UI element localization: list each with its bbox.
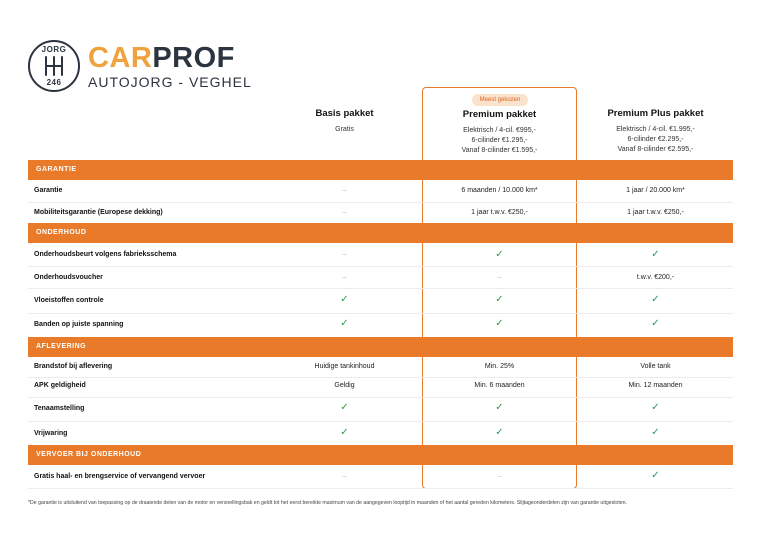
plan-premium [422, 109, 577, 156]
check-icon: ✓ [651, 470, 660, 481]
check-icon: ✓ [495, 427, 504, 438]
cell-basis: – [342, 274, 347, 281]
cell-basis: – [342, 473, 347, 480]
row-label: APK geldigheid [34, 382, 86, 389]
section-header-garantie [28, 160, 733, 180]
check-icon: ✓ [495, 294, 504, 305]
cell-premium: – [497, 473, 502, 480]
plan-price-line: 6-cilinder €2.295,- [627, 136, 684, 143]
row-label: Onderhoudsbeurt volgens fabrieksschema [34, 251, 177, 258]
table-row [28, 180, 733, 203]
check-icon: ✓ [495, 318, 504, 329]
plan-price-line: Vanaf 8-cilinder €1.595,- [461, 147, 538, 154]
logo-badge-top-text: JORG [41, 45, 67, 54]
cell-premium-plus: Volle tank [640, 363, 671, 370]
plan-price-line: Elektrisch / 4-cil. €1.995,- [616, 126, 695, 133]
row-label: Tenaamstelling [34, 405, 85, 412]
section-title: VERVOER BIJ ONDERHOUD [36, 451, 142, 458]
row-label: Vrijwaring [34, 430, 68, 437]
logo-badge [28, 40, 80, 92]
brand-name [88, 44, 235, 73]
row-label: Banden op juiste spanning [34, 321, 124, 328]
check-icon: ✓ [651, 294, 660, 305]
table-row [28, 357, 733, 378]
plan-name: Premium Plus pakket [607, 108, 704, 119]
plan-price-line: Vanaf 8-cilinder €2.595,- [617, 146, 694, 153]
check-icon: ✓ [495, 249, 504, 260]
plan-premium-plus [578, 108, 733, 155]
plan-name: Premium pakket [462, 109, 537, 120]
cell-premium: Min. 25% [484, 363, 515, 370]
brand-part-prof: PROF [152, 42, 235, 74]
check-icon: ✓ [651, 427, 660, 438]
gear-shift-icon [43, 55, 65, 77]
plan-price-line: Gratis [335, 126, 354, 133]
table-row [28, 421, 733, 446]
plan-price-line: 6-cilinder €1.295,- [471, 137, 528, 144]
brand-part-car: CAR [88, 42, 153, 74]
table-row [28, 243, 733, 267]
cell-premium-plus: 1 jaar / 20.000 km* [626, 187, 685, 194]
cell-basis: – [342, 209, 347, 216]
cell-premium-plus: Min. 12 maanden [628, 382, 683, 389]
cell-basis: Huidige tankinhoud [314, 363, 375, 370]
cell-basis: Geldig [334, 382, 355, 389]
cell-basis: – [342, 251, 347, 258]
section-header-vervoer [28, 445, 733, 465]
row-label: Vloeistoffen controle [34, 297, 104, 304]
check-icon: ✓ [651, 402, 660, 413]
plan-basis [267, 108, 422, 135]
cell-premium-plus: 1 jaar t.w.v. €250,- [627, 209, 684, 216]
table-row [28, 288, 733, 314]
row-label: Garantie [34, 187, 63, 194]
cell-premium-plus: t.w.v. €200,- [636, 274, 675, 281]
check-icon: ✓ [340, 402, 349, 413]
table-row [28, 377, 733, 398]
cell-premium: 6 maanden / 10.000 km* [461, 187, 538, 194]
check-icon: ✓ [651, 249, 660, 260]
row-label: Mobiliteitsgarantie (Europese dekking) [34, 209, 163, 216]
plan-name: Basis pakket [315, 108, 374, 119]
check-icon: ✓ [340, 318, 349, 329]
section-title: ONDERHOUD [36, 229, 87, 236]
check-icon: ✓ [340, 294, 349, 305]
table-row [28, 465, 733, 489]
table-row [28, 266, 733, 289]
logo-badge-bottom-text: 246 [46, 78, 62, 87]
popular-badge: Meest gekozen [472, 94, 528, 106]
row-label: Brandstof bij aflevering [34, 363, 113, 370]
table-row [28, 397, 733, 422]
row-label: Gratis haal- en brengservice of vervangend vervoer [34, 473, 206, 480]
brand-tagline: AUTOJORG - VEGHEL [88, 74, 252, 90]
section-title: GARANTIE [36, 166, 77, 173]
section-header-onderhoud [28, 223, 733, 243]
check-icon: ✓ [495, 402, 504, 413]
section-header-aflevering [28, 337, 733, 357]
footnote: *De garantie is uitsluitend van toepassing op de draaiende delen van de motor en versnellingsbak en geldt tot het eerst bereikte maximum van de aangegeven looptijd in maanden of het aantal gereden kilometers. Slijtageonderdelen zijn van garantie uitgesloten. [28, 500, 627, 506]
table-row [28, 202, 733, 224]
cell-premium: – [497, 274, 502, 281]
plan-price-line: Elektrisch / 4-cil. €995,- [463, 127, 536, 134]
cell-basis: – [342, 187, 347, 194]
check-icon: ✓ [651, 318, 660, 329]
row-label: Onderhoudsvoucher [34, 274, 103, 281]
table-row [28, 313, 733, 338]
cell-premium: Min. 6 maanden [474, 382, 525, 389]
section-title: AFLEVERING [36, 343, 87, 350]
check-icon: ✓ [340, 427, 349, 438]
cell-premium: 1 jaar t.w.v. €250,- [471, 209, 528, 216]
